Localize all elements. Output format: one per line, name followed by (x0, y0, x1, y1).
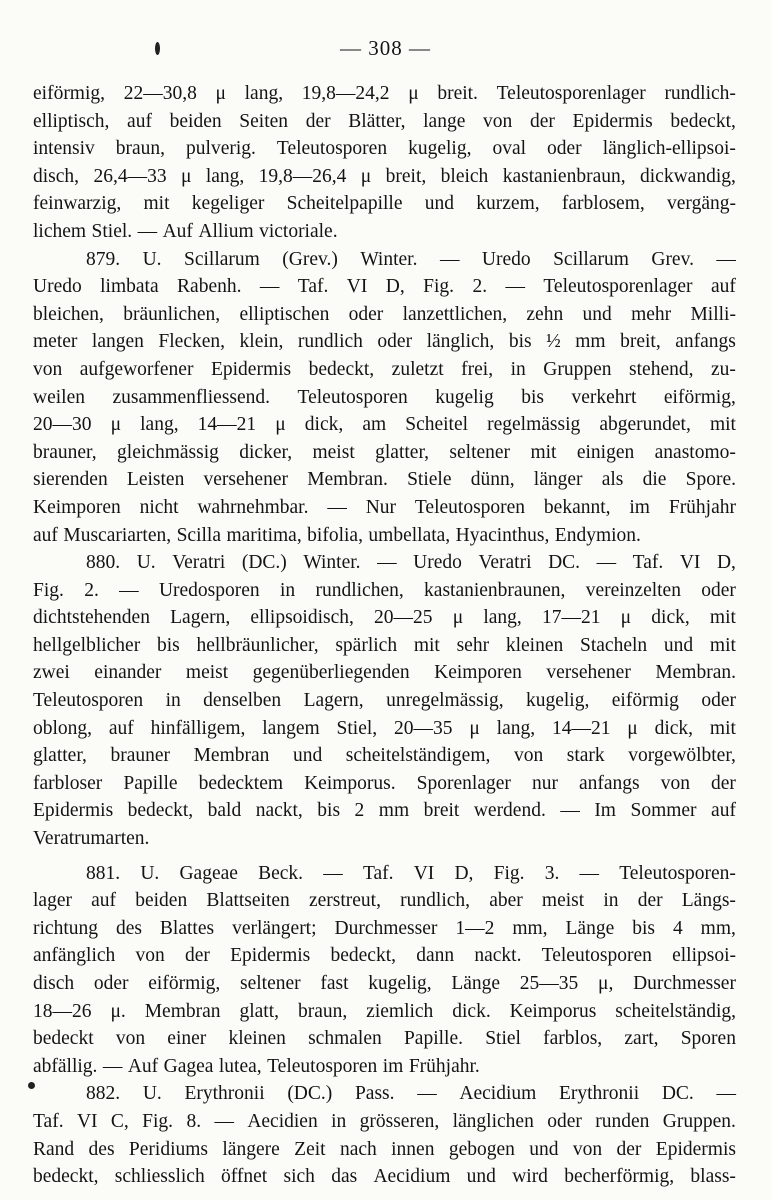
text-line: bedeckt, schliesslich öffnet sich das Aecidium und wird becherförmig, blass- (33, 1166, 736, 1188)
ink-spot-top (155, 42, 160, 55)
text-line: anfänglich von der Epidermis bedeckt, dann nackt. Teleutosporen ellipsoi- (33, 945, 736, 967)
text-line: Rand des Peridiums längere Zeit nach innen gebogen und von der Epidermis (33, 1138, 736, 1160)
text-line: elliptisch, auf beiden Seiten der Blätter, lange von der Epidermis bedeckt, (33, 110, 736, 132)
text-line: bleichen, bräunlichen, elliptischen oder lanzettlichen, zehn und mehr Milli- (33, 303, 736, 325)
text-line: dichtstehenden Lagern, ellipsoidisch, 20—25 μ lang, 17—21 μ dick, mit (33, 607, 736, 629)
text-line: Fig. 2. — Uredosporen in rundlichen, kastanienbraunen, vereinzelten oder (33, 579, 736, 601)
text-line: Uredo limbata Rabenh. — Taf. VI D, Fig. 2. — Teleutosporenlager auf (33, 276, 736, 298)
text-line: 18—26 μ. Membran glatt, braun, ziemlich dick. Keimporus scheitelständig, (33, 1000, 736, 1022)
species-heading-line: 881. U. Gageae Beck. — Taf. VI D, Fig. 3. — Teleutosporen- (86, 862, 736, 884)
text-line: Teleutosporen in denselben Lagern, unregelmässig, kugelig, eiförmig oder (33, 690, 736, 712)
text-line: bedeckt von einer kleinen schmalen Papille. Stiel farblos, zart, Sporen (33, 1028, 736, 1050)
text-line: oblong, auf hinfälligem, langem Stiel, 20—35 μ lang, 14—21 μ dick, mit (33, 717, 736, 739)
text-line: Epidermis bedeckt, bald nackt, bis 2 mm breit werdend. — Im Sommer auf (33, 800, 736, 822)
text-line: intensiv braun, pulverig. Teleutosporen kugelig, oval oder länglich-ellipsoi- (33, 138, 736, 160)
text-line: disch, 26,4—33 μ lang, 19,8—26,4 μ breit, bleich kastanienbraun, dickwandig, (33, 165, 736, 187)
text-line: hellgelblicher bis hellbräunlicher, spärlich mit sehr kleinen Stacheln und mit (33, 634, 736, 656)
text-line: 20—30 μ lang, 14—21 μ dick, am Scheitel regelmässig abgerundet, mit (33, 414, 736, 436)
text-line: sierenden Leisten versehener Membran. Stiele dünn, länger als die Spore. (33, 469, 736, 491)
text-line: abfällig. — Auf Gagea lutea, Teleutosporen im Frühjahr. (33, 1055, 480, 1077)
text-line: meter langen Flecken, klein, rundlich oder länglich, bis ½ mm breit, anfangs (33, 331, 736, 353)
text-line: weilen zusammenfliessend. Teleutosporen kugelig bis verkehrt eiförmig, (33, 386, 736, 408)
text-line: farbloser Papille bedecktem Keimporus. Sporenlager nur anfangs von der (33, 772, 736, 794)
text-line: feinwarzig, mit kegeliger Scheitelpapille und kurzem, farblosem, vergäng- (33, 193, 736, 215)
text-line: lager auf beiden Blattseiten zerstreut, rundlich, aber meist in der Längs- (33, 890, 736, 912)
text-line: glatter, brauner Membran und scheitelständigem, von stark vorgewölbter, (33, 745, 736, 767)
text-line: auf Muscariarten, Scilla maritima, bifolia, umbellata, Hyacinthus, Endymion. (33, 524, 641, 546)
page-number: — 308 — (340, 36, 431, 60)
text-line: von aufgeworfener Epidermis bedeckt, zuletzt frei, in Gruppen stehend, zu- (33, 358, 736, 380)
species-heading-line: 879. U. Scillarum (Grev.) Winter. — Uredo Scillarum Grev. — (86, 248, 736, 270)
text-block (33, 80, 736, 1191)
text-line: Keimporen nicht wahrnehmbar. — Nur Teleutosporen bekannt, im Frühjahr (33, 496, 736, 518)
text-line: eiförmig, 22—30,8 μ lang, 19,8—24,2 μ breit. Teleutosporenlager rundlich- (33, 83, 736, 104)
text-line: Taf. VI C, Fig. 8. — Aecidien in grösseren, länglichen oder runden Gruppen. (33, 1110, 736, 1132)
text-line: disch oder eiförmig, seltener fast kugelig, Länge 25—35 μ, Durchmesser (33, 973, 736, 994)
text-line: zwei einander meist gegenüberliegenden Keimporen versehener Membran. (33, 662, 736, 684)
text-line: Veratrumarten. (33, 828, 150, 850)
species-heading-line: 880. U. Veratri (DC.) Winter. — Uredo Veratri DC. — Taf. VI D, (86, 552, 736, 574)
text-line: richtung des Blattes verlängert; Durchmesser 1—2 mm, Länge bis 4 mm, (33, 917, 736, 939)
species-heading-line: 882. U. Erythronii (DC.) Pass. — Aecidium Erythronii DC. — (86, 1083, 736, 1105)
text-line: brauner, gleichmässig dicker, meist glatter, seltener mit einigen anastomo- (33, 441, 736, 463)
text-line: lichem Stiel. — Auf Allium victoriale. (33, 220, 338, 242)
